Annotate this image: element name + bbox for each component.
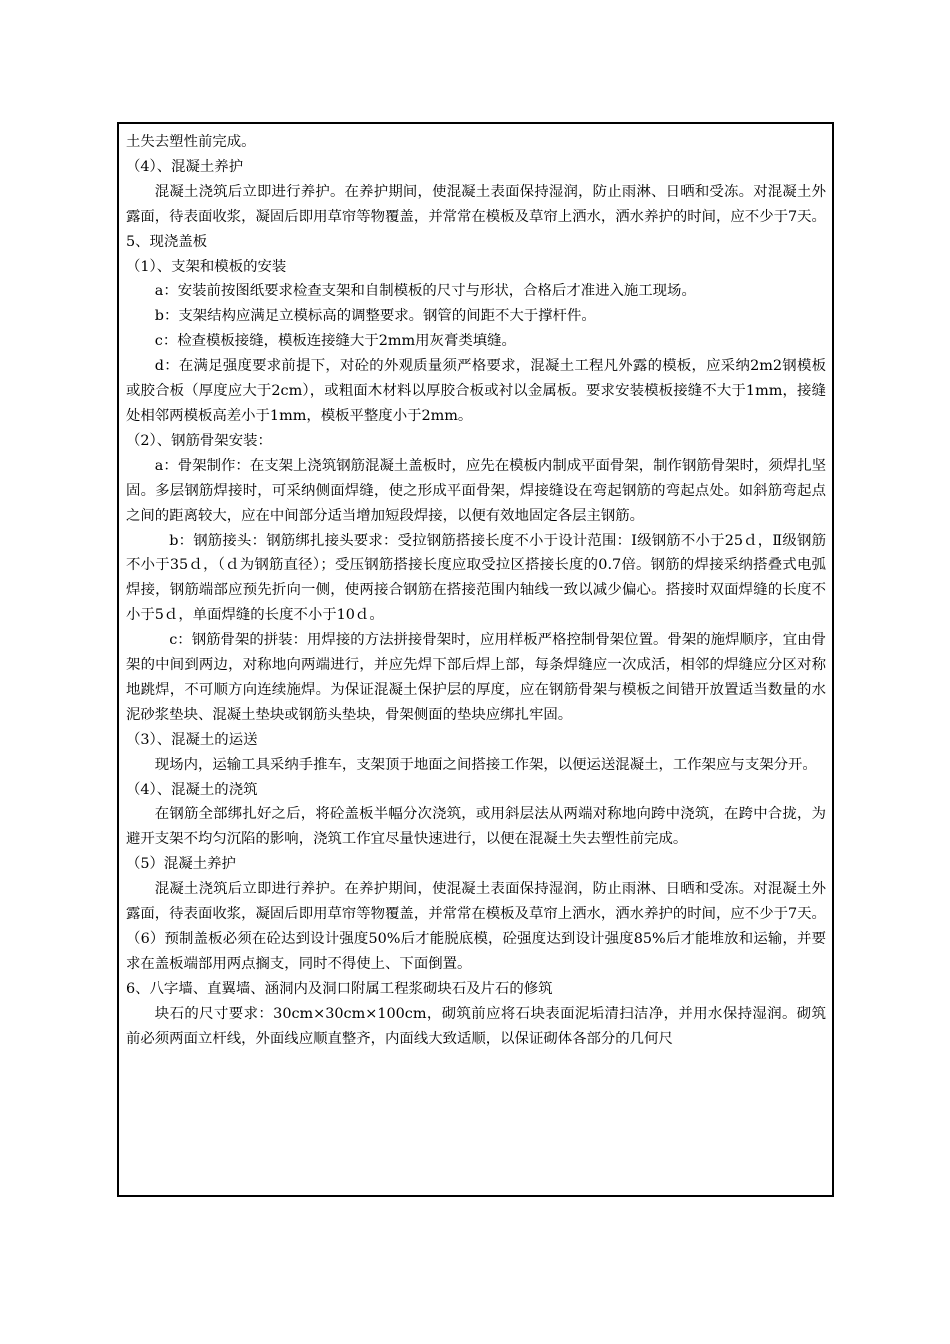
section-heading: （5）混凝土养护 bbox=[126, 856, 236, 873]
paragraph: 现场内，运输工具采纳手推车，支架顶于地面之间搭接工作架，以便运送混凝土，工作架应与支架分开。 bbox=[154, 756, 817, 773]
content-frame bbox=[117, 122, 834, 1197]
document-body bbox=[119, 124, 832, 1052]
paragraph: b：支架结构应满足立模标高的调整要求。钢管的间距不大于撑杆件。 bbox=[154, 308, 596, 325]
section-heading: （1）、支架和模板的安装 bbox=[126, 258, 287, 275]
paragraph: 块石的尺寸要求：30cm×30cm×100cm，砌筑前应将石块表面泥垢清扫洁净，并用水保持湿润。砌筑前必须两面立杆线，外面线应顺直整齐，内面线大致适顺，以保证砌体各部分的几何尺 bbox=[126, 1005, 826, 1047]
paragraph: （6）预制盖板必须在砼达到设计强度50%后才能脱底模，砼强度达到设计强度85%后才能堆放和运输，并要求在盖板端部用两点搁支，同时不得使上、下面倒置。 bbox=[126, 931, 826, 972]
section-heading: （3）、混凝土的运送 bbox=[126, 731, 258, 748]
section-heading: 5、现浇盖板 bbox=[126, 233, 208, 250]
paragraph: a：骨架制作：在支架上浇筑钢筋混凝土盖板时，应先在模板内制成平面骨架，制作钢筋骨架时，须焊扎坚固。多层钢筋焊接时，可采纳侧面焊缝，使之形成平面骨架，焊接缝设在弯起钢筋的弯起点处。如斜筋弯起点之间的距离较大，应在中间部分适当增加短段焊接，以便有效地固定各层主钢筋。 bbox=[126, 457, 826, 524]
paragraph: 混凝土浇筑后立即进行养护。在养护期间，使混凝土表面保持湿润，防止雨淋、日晒和受冻。对混凝土外露面，待表面收浆，凝固后即用草帘等物覆盖，并常常在模板及草帘上洒水，洒水养护的时间，应不少于7天。 bbox=[126, 881, 826, 923]
paragraph: c：钢筋骨架的拼装：用焊接的方法拼接骨架时，应用样板严格控制骨架位置。骨架的施焊顺序，宜由骨架的中间到两边，对称地向两端进行，并应先焊下部后焊上部，每条焊缝应一次成活，相邻的焊缝应分区对称地跳焊，不可顺方向连续施焊。为保证混凝土保护层的厚度，应在钢筋骨架与模板之间错开放置适当数量的水泥砂浆垫块、混凝土垫块或钢筋头垫块，骨架侧面的垫块应绑扎牢固。 bbox=[126, 632, 826, 723]
paragraph: 土失去塑性前完成。 bbox=[126, 134, 256, 150]
section-heading: （4）、混凝土养护 bbox=[126, 158, 244, 175]
section-heading: （4）、混凝土的浇筑 bbox=[126, 781, 258, 798]
paragraph: c：检查模板接缝，模板连接缝大于2mm用灰膏类填缝。 bbox=[154, 333, 516, 350]
paragraph: d：在满足强度要求前提下，对砼的外观质量须严格要求，混凝土工程凡外露的模板，应采纳2m2钢模板或胶合板（厚度应大于2cm），或粗面木材料以厚胶合板或衬以金属板。要求安装模板接缝不大于1mm，接缝处相邻两模板高差小于1mm，模板平整度小于2mm。 bbox=[126, 358, 826, 424]
paragraph: a：安装前按图纸要求检查支架和自制模板的尺寸与形状，合格后才准进入施工现场。 bbox=[154, 283, 696, 300]
section-heading: 6、八字墙、直翼墙、涵洞内及洞口附属工程浆砌块石及片石的修筑 bbox=[126, 980, 553, 997]
paragraph: 混凝土浇筑后立即进行养护。在养护期间，使混凝土表面保持湿润，防止雨淋、日晒和受冻。对混凝土外露面，待表面收浆，凝固后即用草帘等物覆盖，并常常在模板及草帘上洒水，洒水养护的时间，应不少于7天。 bbox=[126, 183, 826, 225]
section-heading: （2）、钢筋骨架安装： bbox=[126, 432, 272, 449]
paragraph: b：钢筋接头：钢筋绑扎接头要求：受拉钢筋搭接长度不小于设计范围：Ⅰ级钢筋不小于25ｄ，Ⅱ级钢筋不小于35ｄ，（ｄ为钢筋直径）；受压钢筋搭接长度应取受拉区搭接长度的0.7倍。钢筋的焊接采纳搭叠式电弧焊接，钢筋端部应预先折向一侧，使两接合钢筋在搭接范围内轴线一致以减少偏心。搭接时双面焊缝的长度不小于5ｄ，单面焊缝的长度不小于10ｄ。 bbox=[126, 532, 826, 624]
paragraph: 在钢筋全部绑扎好之后，将砼盖板半幅分次浇筑，或用斜层法从两端对称地向跨中浇筑，在跨中合拢，为避开支架不均匀沉陷的影响，浇筑工作宜尽量快速进行，以便在混凝土失去塑性前完成。 bbox=[126, 806, 826, 848]
